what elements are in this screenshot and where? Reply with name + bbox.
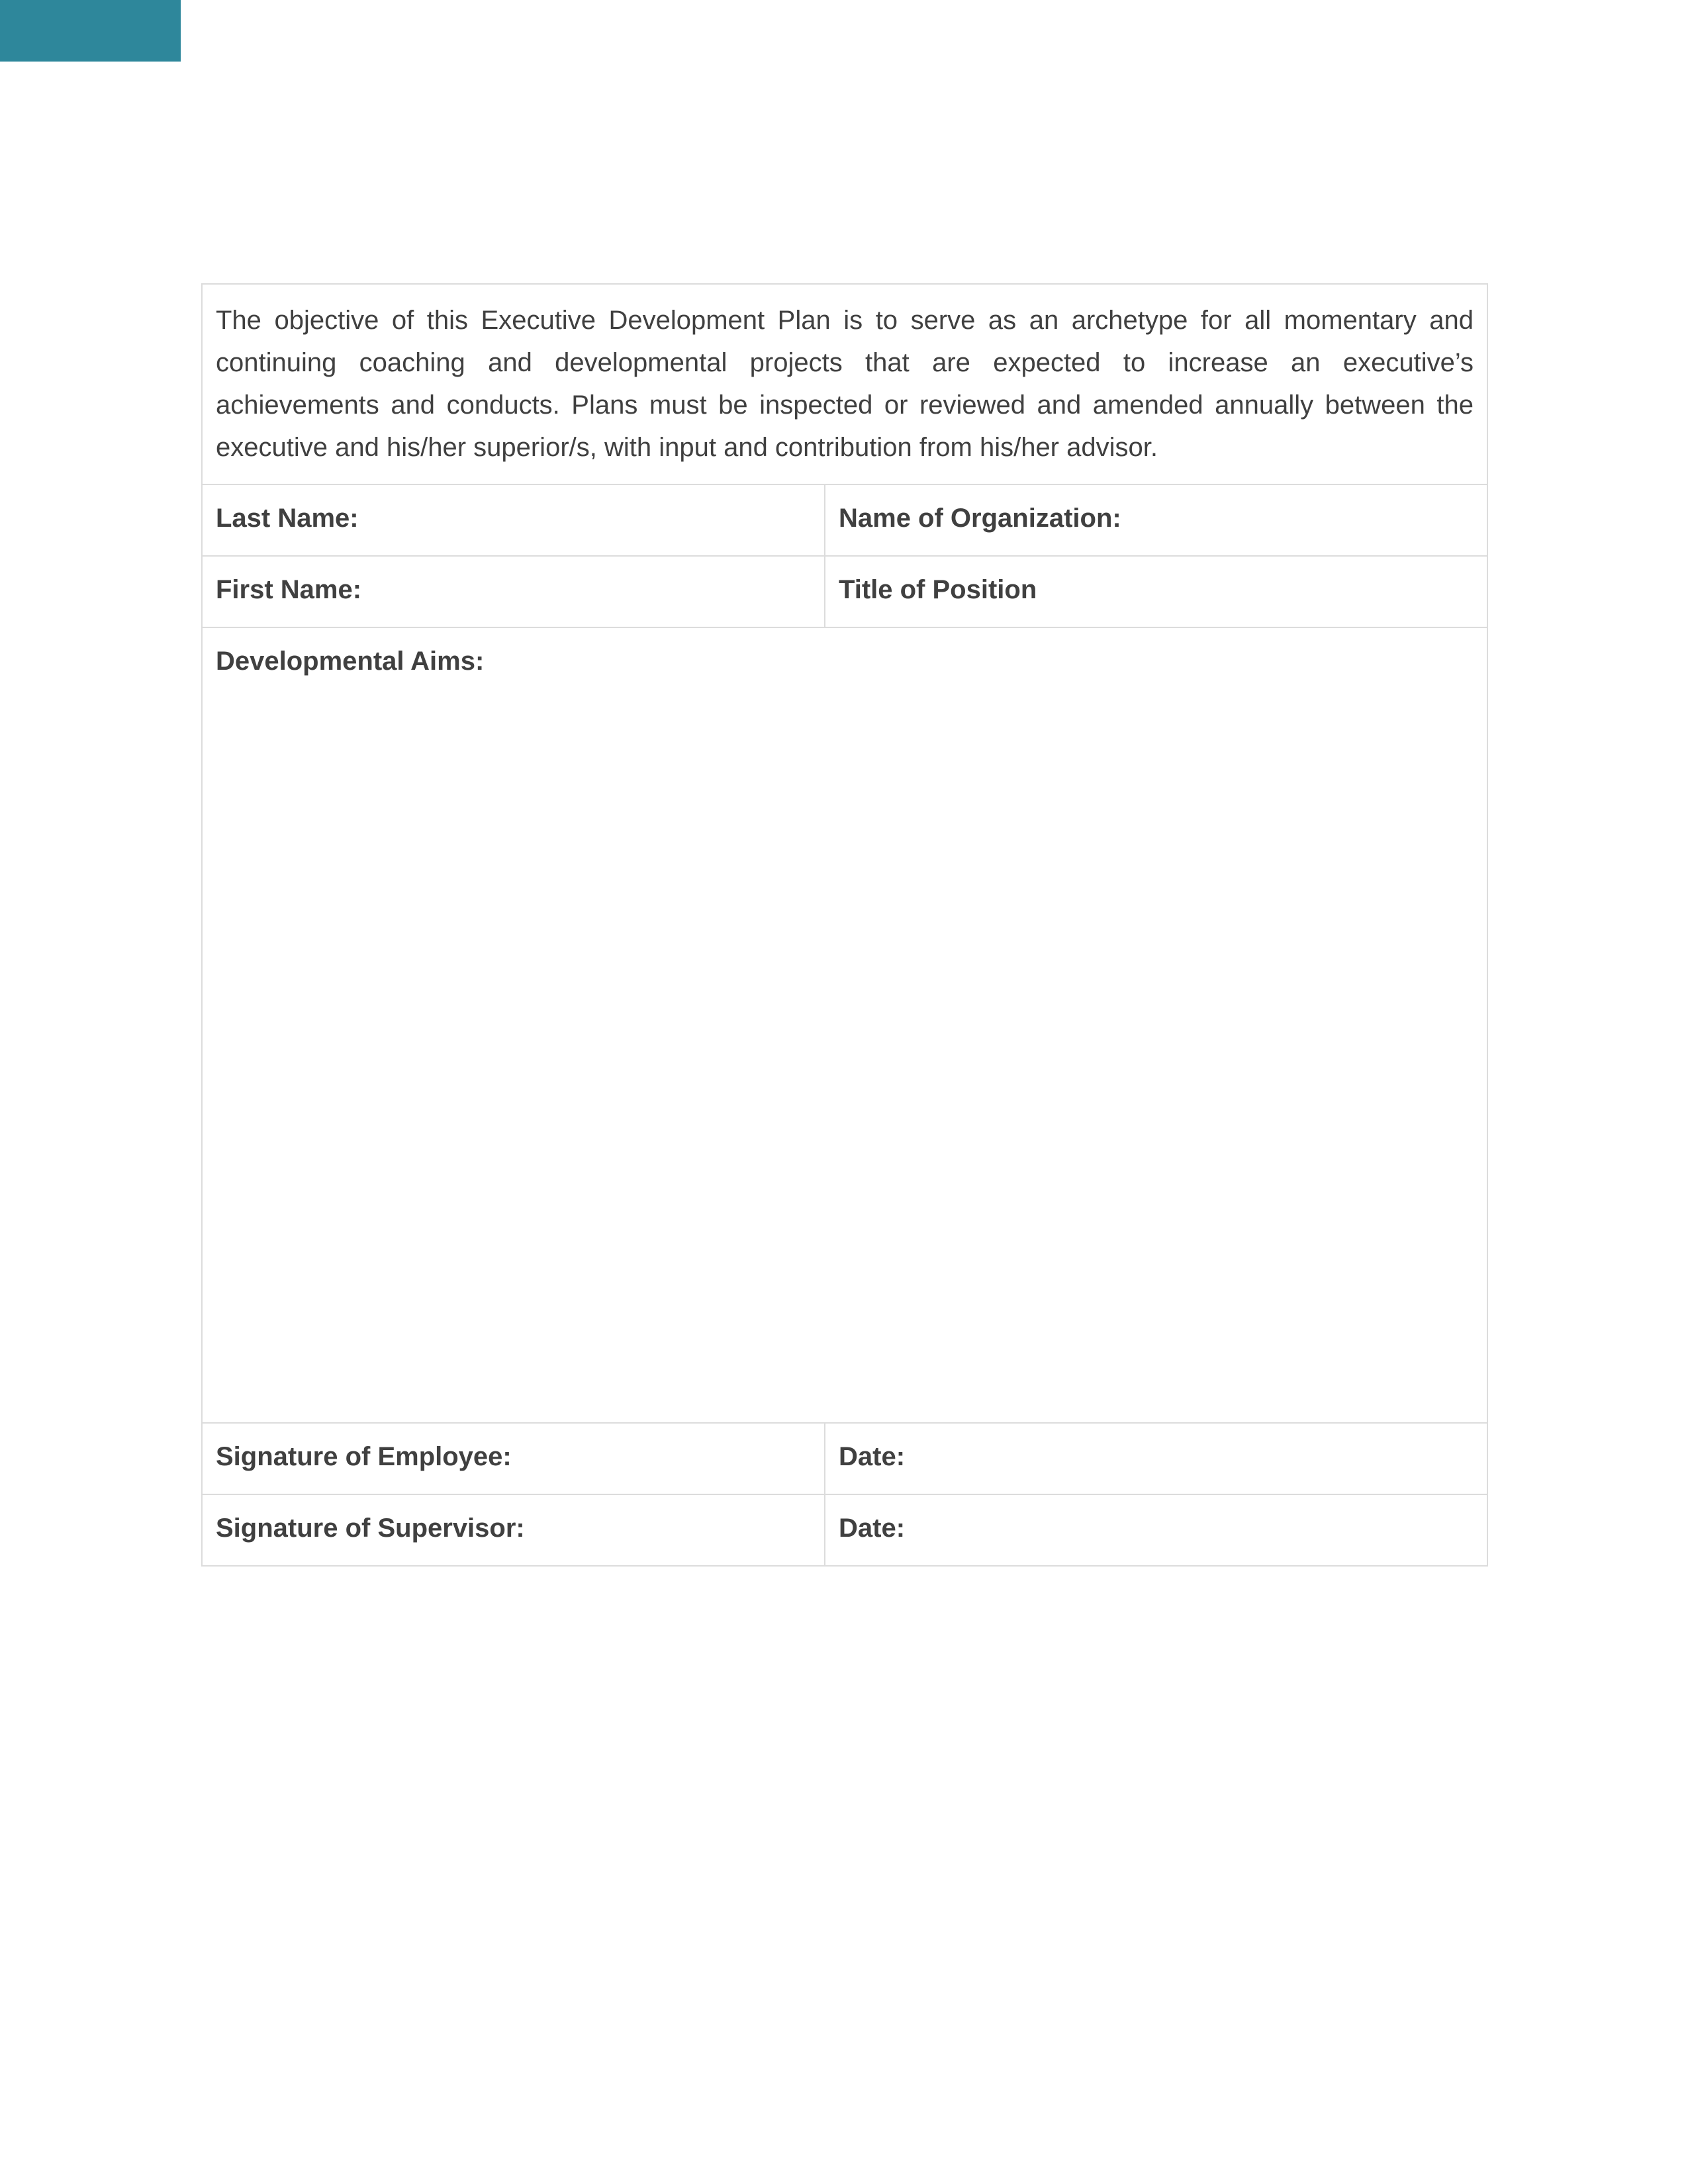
name-row — [202, 484, 1487, 556]
developmental-aims-field[interactable] — [202, 627, 1487, 1423]
header-accent-bar — [0, 0, 181, 62]
supervisor-signature-row — [202, 1494, 1487, 1566]
intro-row — [202, 284, 1487, 484]
employee-signature-row — [202, 1423, 1487, 1494]
employee-date-field[interactable] — [825, 1423, 1487, 1494]
development-plan-form — [201, 283, 1488, 1567]
aims-row — [202, 627, 1487, 1423]
employee-signature-label: Signature of Employee: — [216, 1442, 512, 1471]
intro-paragraph: The objective of this Executive Development Plan is to serve as an archetype for all momentary and continuing coaching and developmental projects that are expected to increase an executive’s achievements and conducts. Plans must be inspected or reviewed and amended annually between the executive and his/her superior/s, with input and contribution from his/her advisor. — [216, 306, 1474, 462]
organization-field[interactable] — [825, 484, 1487, 556]
intro-cell — [202, 284, 1487, 484]
last-name-label: Last Name: — [216, 504, 359, 533]
supervisor-date-field[interactable] — [825, 1494, 1487, 1566]
first-name-row — [202, 556, 1487, 627]
supervisor-signature-label: Signature of Supervisor: — [216, 1514, 525, 1543]
position-label: Title of Position — [839, 575, 1037, 604]
employee-date-label: Date: — [839, 1442, 906, 1471]
employee-signature-field[interactable] — [202, 1423, 825, 1494]
developmental-aims-label: Developmental Aims: — [216, 647, 485, 676]
position-field[interactable] — [825, 556, 1487, 627]
first-name-label: First Name: — [216, 575, 362, 604]
organization-label: Name of Organization: — [839, 504, 1121, 533]
supervisor-date-label: Date: — [839, 1514, 906, 1543]
first-name-field[interactable] — [202, 556, 825, 627]
supervisor-signature-field[interactable] — [202, 1494, 825, 1566]
last-name-field[interactable] — [202, 484, 825, 556]
